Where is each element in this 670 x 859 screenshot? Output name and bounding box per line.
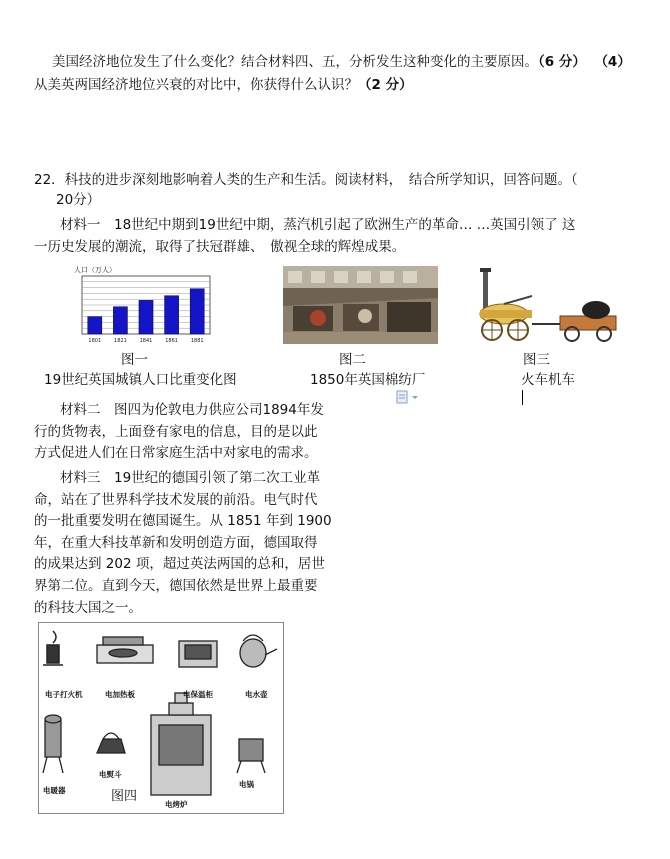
fig4-item-label: 电熨斗 [99,770,122,779]
fig1-subcaption: 19世纪英国城镇人口比重变化图 [44,372,237,388]
kettle-drawing [240,635,277,667]
oven-drawing [151,693,211,795]
fig4-item-label: 电水壶 [245,690,268,699]
material3-paragraph: 材料三 19世纪的德国引领了第二次工业革 命，站在了世界科学技术发展的前沿。电气时代 的一批重要发明在德国诞生。从 1851 年到 1900 年，在重大科技革新和发明创造方面，德国取得 的成果达到 202 项，超过英法两国的总和，居世 界第二位。直到今天，德国依然是世界上最重要 的科技大国之一。 [34,470,332,616]
fig1-caption: 图一 [121,352,148,368]
chart-bar [165,296,179,334]
fig4-item-label: 电保温柜 [183,690,213,699]
text-cursor [522,390,523,405]
chart-bar [88,317,102,334]
chart-xticks [88,338,203,344]
chart-xtick-label: 1801 [88,338,102,344]
fig4-item-label: 电锅 [239,780,254,789]
fig4-item-label: 电加热板 [105,690,135,699]
fig4-appliance-catalog [38,622,284,814]
fig3-subcaption: 火车机车 [521,372,575,388]
fig2-cotton-mill-image [283,266,438,344]
chart-xtick-label: 1821 [114,338,127,344]
q22-header-score: 20分） [56,192,101,208]
material1-line2: 一历史发展的潮流，取得了扶冠群雄、 傲视全球的辉煌成果。 [34,239,406,255]
chart-xtick-label: 1841 [139,338,153,344]
lighter-drawing [43,631,63,665]
chart-bar [139,300,153,334]
paste-options-icon[interactable] [396,390,426,404]
fig1-population-chart [68,264,218,348]
q21-line2: 从美英两国经济地位兴衰的对比中，你获得什么认识？（2 分） [34,77,413,93]
fig2-subcaption: 1850年英国棉纺厂 [310,372,426,388]
pot-drawing [237,739,265,773]
hot-plate-drawing [97,637,153,663]
fig3-locomotive-image [474,266,624,346]
q22-header: 22．科技的进步深刻地影响着人类的生产和生活。阅读材料， 结合所学知识，回答问题。（ [34,172,578,188]
chart-xtick-label: 1881 [190,338,204,344]
material1-line1: 材料一 18世纪中期到19世纪中期，蒸汽机引起了欧洲生产的革命… …英国引领了 这 [60,217,576,233]
q21-line1: 美国经济地位发生了什么变化？结合材料四、五，分析发生这种变化的主要原因。（6 分） （4） [52,54,631,70]
chart-bars [88,289,204,334]
fig4-caption: 图四 [111,789,138,804]
chart-xtick-label: 1861 [165,338,178,344]
fig4-item-label: 电暖器 [43,786,66,795]
fig4-item-label: 电烤炉 [165,800,188,809]
fig2-caption: 图二 [339,352,366,368]
chart-ylabel: 人口（万人） [74,266,116,274]
fig4-item-label: 电子打火机 [45,690,83,699]
heater-drawing [43,715,63,773]
warming-cabinet-drawing [179,641,217,667]
material2-paragraph: 材料二 图四为伦敦电力供应公司1894年发 行的货物表，上面登有家电的信息，目的是以此 方式促进人们在日常家庭生活中对家电的需求。 [34,402,324,462]
fig3-caption: 图三 [523,352,550,368]
chart-bar [113,307,127,334]
chart-bar [190,289,204,334]
iron-drawing [97,733,125,753]
